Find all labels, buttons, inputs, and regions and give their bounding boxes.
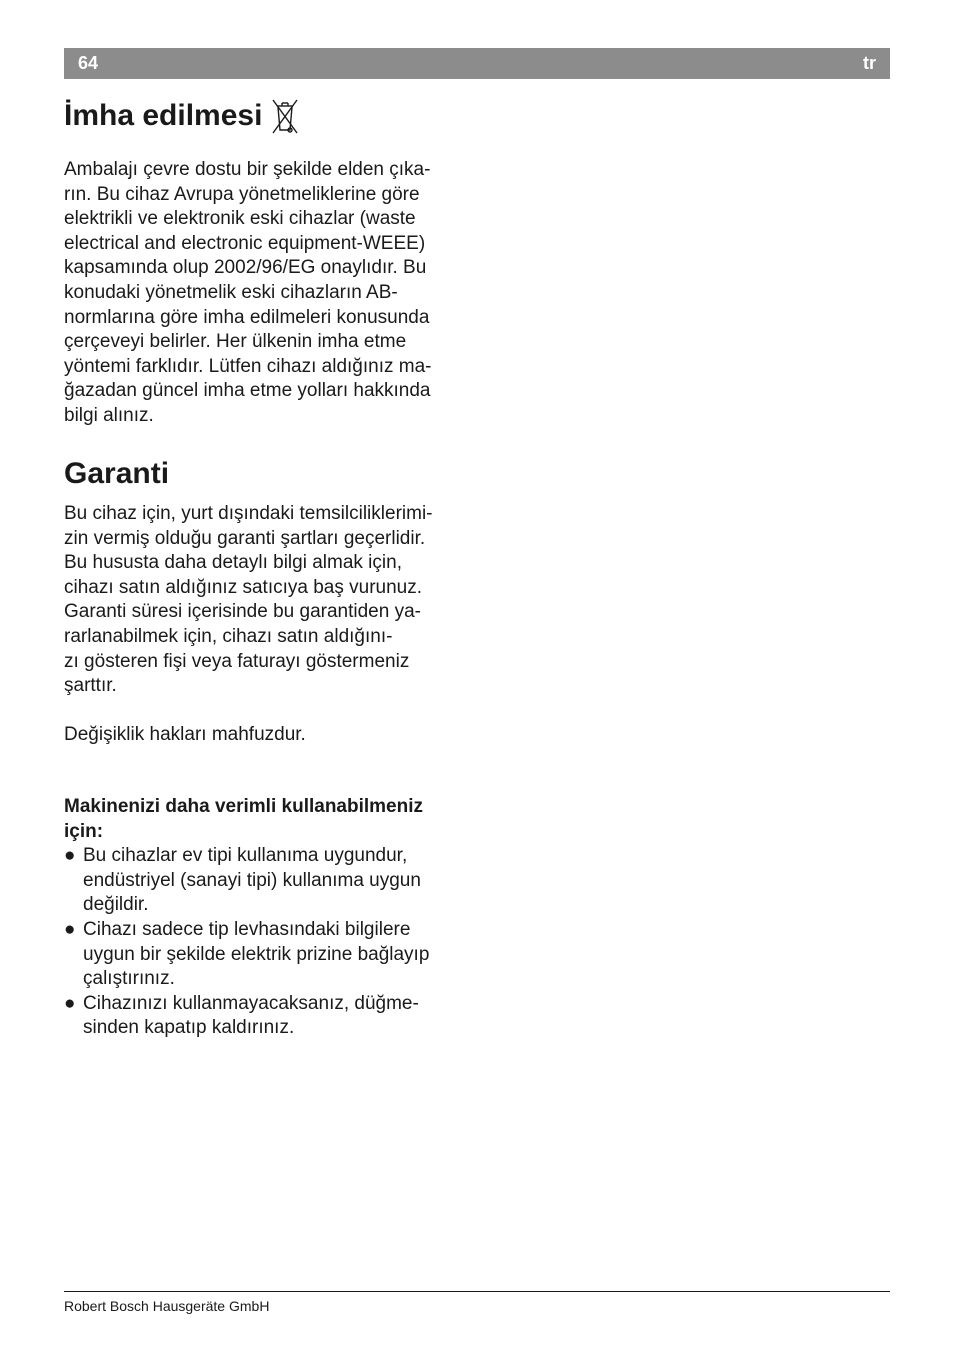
text-line: şarttır.: [64, 675, 117, 697]
text-line: çalıştırınız.: [83, 968, 175, 990]
reservation-note: Değişiklik hakları mahfuzdur.: [64, 723, 306, 745]
tips-section: [64, 795, 474, 1041]
text-line: Ambalajı çevre dostu bir şekilde elden çıka-: [64, 159, 431, 180]
disposal-paragraph: [64, 158, 474, 429]
tips-list: [64, 844, 474, 1041]
text-line: sinden kapatıp kaldırınız.: [83, 1017, 295, 1039]
text-line: Bu cihaz için, yurt dışındaki temsilciliklerimi-: [64, 503, 433, 524]
text-line: zin vermiş olduğu garanti şartları geçerlidir.: [64, 527, 426, 549]
list-item: [64, 918, 474, 992]
warranty-title: Garanti: [64, 457, 170, 490]
bullet-icon: ●: [64, 992, 76, 1014]
disposal-section: [64, 96, 474, 429]
text-line: konudaki yönetmelik eski cihazların AB-: [64, 281, 398, 303]
text-line: için:: [64, 820, 104, 842]
text-line: uygun bir şekilde elektrik prizine bağlayıp: [83, 943, 430, 965]
list-item: [64, 844, 474, 918]
text-line: Cihazınızı kullanmayacaksanız, düğme-: [83, 992, 419, 1014]
crossed-out-wheelie-bin-icon: [270, 96, 300, 136]
text-line: zı gösteren fişi veya faturayı göstermeniz: [64, 650, 410, 672]
text-line: Makinenizi daha verimli kullanabilmeniz: [64, 796, 423, 817]
warranty-paragraph: [64, 502, 474, 699]
text-line: Bu cihazlar ev tipi kullanıma uygundur,: [83, 845, 408, 867]
language-code: tr: [863, 53, 876, 73]
text-line: Bu hususta daha detaylı bilgi almak için,: [64, 552, 402, 574]
text-line: rın. Bu cihaz Avrupa yönetmeliklerine göre: [64, 183, 420, 205]
text-line: cihazı satın aldığınız satıcıya baş vurunuz.: [64, 576, 423, 598]
text-line: elektrikli ve elektronik eski cihazlar (waste: [64, 208, 416, 230]
bullet-icon: ●: [64, 845, 76, 867]
footer-publisher: Robert Bosch Hausgeräte GmbH: [64, 1298, 270, 1314]
list-item: [64, 992, 474, 1041]
text-line: Cihazı sadece tip levhasındaki bilgilere: [83, 918, 411, 940]
text-line: kapsamında olup 2002/96/EG onaylıdır. Bu: [64, 257, 427, 279]
text-line: rarlanabilmek için, cihazı satın aldığını-: [64, 625, 393, 647]
text-line: normlarına göre imha edilmeleri konusunda: [64, 306, 430, 328]
page-number: 64: [78, 53, 99, 73]
text-line: değildir.: [83, 894, 149, 916]
text-line: electrical and electronic equipment-WEEE): [64, 232, 426, 254]
text-line: ğazadan güncel imha etme yolları hakkında: [64, 380, 431, 402]
text-line: endüstriyel (sanayi tipi) kullanıma uygun: [83, 869, 421, 891]
text-line: bilgi alınız.: [64, 404, 154, 426]
tips-heading: [64, 795, 474, 844]
footer-divider: [64, 1291, 890, 1292]
text-line: yöntemi farklıdır. Lütfen cihazı aldığınız ma-: [64, 355, 432, 377]
disposal-title: İmha edilmesi: [64, 99, 263, 132]
text-line: Garanti süresi içerisinde bu garantiden ya-: [64, 601, 421, 623]
disposal-heading: [64, 96, 474, 136]
bullet-icon: ●: [64, 918, 76, 940]
text-line: çerçeveyi belirler. Her ülkenin imha etme: [64, 331, 407, 353]
warranty-section: [64, 456, 474, 747]
page-header-bar: [64, 48, 890, 79]
